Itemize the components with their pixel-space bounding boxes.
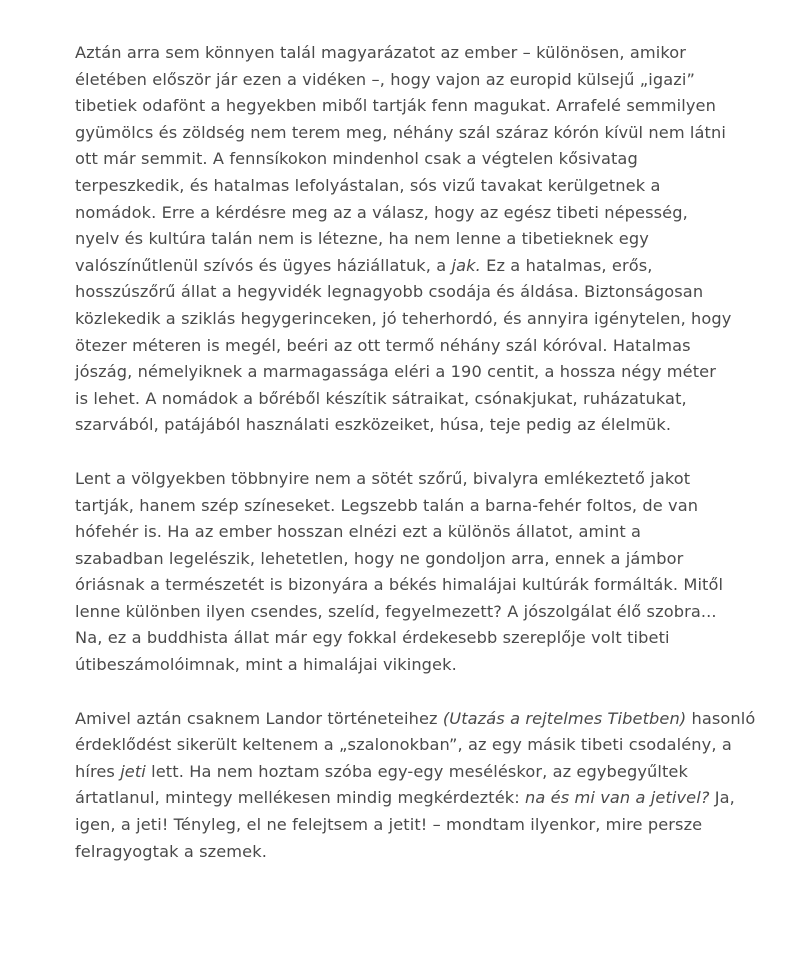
paragraph-2 [75,466,735,679]
text-segment: Ja, [709,788,735,808]
text-line [75,839,735,866]
text-line [75,785,735,812]
text-segment: Na, ez a buddhista állat már egy fokkal érdekesebb szereplője volt tibeti [75,628,670,648]
text-segment: Lent a völgyekben többnyire nem a sötét szőrű, bivalyra emlékeztető jakot [75,468,691,488]
text-segment: szarvából, patájából használati eszközeiket, húsa, teje pedig az élelmük. [75,415,672,435]
text-line [75,519,735,546]
paragraph-3 [75,706,756,866]
text-line [75,706,756,733]
italic-text: jeti [120,761,146,781]
text-line [75,173,735,200]
text-line [75,40,735,67]
text-line [75,599,735,626]
text-segment: ötezer méteren is megél, beéri az ott termő néhány szál kóróval. Hatalmas [75,335,691,355]
text-segment: nyelv és kultúra talán nem is létezne, ha nem lenne a tibetieknek egy [75,229,649,249]
text-segment: óriásnak a természetét is bizonyára a békés himalájai kultúrák formálták. Mitől [75,575,724,595]
text-segment: igen, a jeti! Tényleg, el ne felejtsem a jetit! – mondtam ilyenkor, mire persze [75,815,703,835]
italic-text: (Utazás a rejtelmes Tibetben) [442,708,687,728]
text-segment: lenne különben ilyen csendes, szelíd, fegyelmezett? A jószolgálat élő szobra... [75,601,717,621]
text-segment: nomádok. Erre a kérdésre meg az a válasz, hogy az egész tibeti népesség, [75,202,688,222]
text-segment: terpeszkedik, és hatalmas lefolyástalan, sós vizű tavakat kerülgetnek a [75,175,661,195]
text-segment: felragyogtak a szemek. [75,841,267,861]
text-segment: szabadban legelészik, lehetetlen, hogy ne gondoljon arra, ennek a jámbor [75,548,684,568]
text-segment: jószág, némelyiknek a marmagassága eléri a 190 centit, a hossza négy méter [75,362,716,382]
text-segment: közlekedik a sziklás hegygerinceken, jó teherhordó, és annyira igénytelen, hogy [75,308,732,328]
text-line [75,253,735,280]
text-line [75,652,735,679]
italic-text: na és mi van a jetivel? [525,788,710,808]
text-line [75,759,735,786]
text-line [75,812,735,839]
text-line [75,306,735,333]
text-segment: érdeklődést sikerült keltenem a „szalonokban”, az egy másik tibeti csodalény, a [75,735,732,755]
paragraph-1 [75,40,735,439]
text-line [75,572,735,599]
text-segment: Ez a hatalmas, erős, [480,255,653,275]
text-segment: tibetiek odafönt a hegyekben miből tartják fenn magukat. Arrafelé semmilyen [75,96,716,116]
text-segment: tartják, hanem szép színeseket. Legszebb talán a barna-fehér foltos, de van [75,495,699,515]
text-segment: Amivel aztán csaknem Landor történeteihez [75,708,443,728]
text-line [75,732,735,759]
text-line [75,93,735,120]
text-line [75,412,735,439]
text-segment: hasonló [686,708,756,728]
text-segment: életében először jár ezen a vidéken –, hogy vajon az europid külsejű „igazi” [75,69,695,89]
text-line [75,146,735,173]
text-line [75,546,735,573]
text-segment: ott már semmit. A fennsíkokon mindenhol csak a végtelen kősivatag [75,149,638,169]
text-line [75,279,735,306]
text-line [75,466,735,493]
text-line [75,359,735,386]
text-segment: útibeszámolóimnak, mint a himalájai vikingek. [75,655,457,675]
text-line [75,226,735,253]
text-line [75,333,735,360]
text-segment: hosszúszőrű állat a hegyvidék legnagyobb csodája és áldása. Biztonságosan [75,282,704,302]
text-line [75,493,735,520]
text-segment: gyümölcs és zöldség nem terem meg, néhány szál száraz kórón kívül nem látni [75,122,726,142]
text-segment: hófehér is. Ha az ember hosszan elnézi ezt a különös állatot, amint a [75,522,642,542]
text-segment: ártatlanul, mintegy mellékesen mindig megkérdezték: [75,788,526,808]
text-line [75,386,735,413]
text-segment: is lehet. A nomádok a bőréből készítik sátraikat, csónakjukat, ruházatukat, [75,388,687,408]
text-line [75,625,735,652]
italic-text: jak. [451,255,481,275]
text-line [75,67,735,94]
text-segment: valószínűtlenül szívós és ügyes háziállatuk, a [75,255,452,275]
text-segment: híres [75,761,121,781]
text-line [75,200,735,227]
text-segment: Aztán arra sem könnyen talál magyarázatot az ember – különösen, amikor [75,43,686,62]
text-line [75,120,735,147]
text-segment: lett. Ha nem hoztam szóba egy-egy meséléskor, az egybegyűltek [145,761,688,781]
article-body [75,40,756,892]
